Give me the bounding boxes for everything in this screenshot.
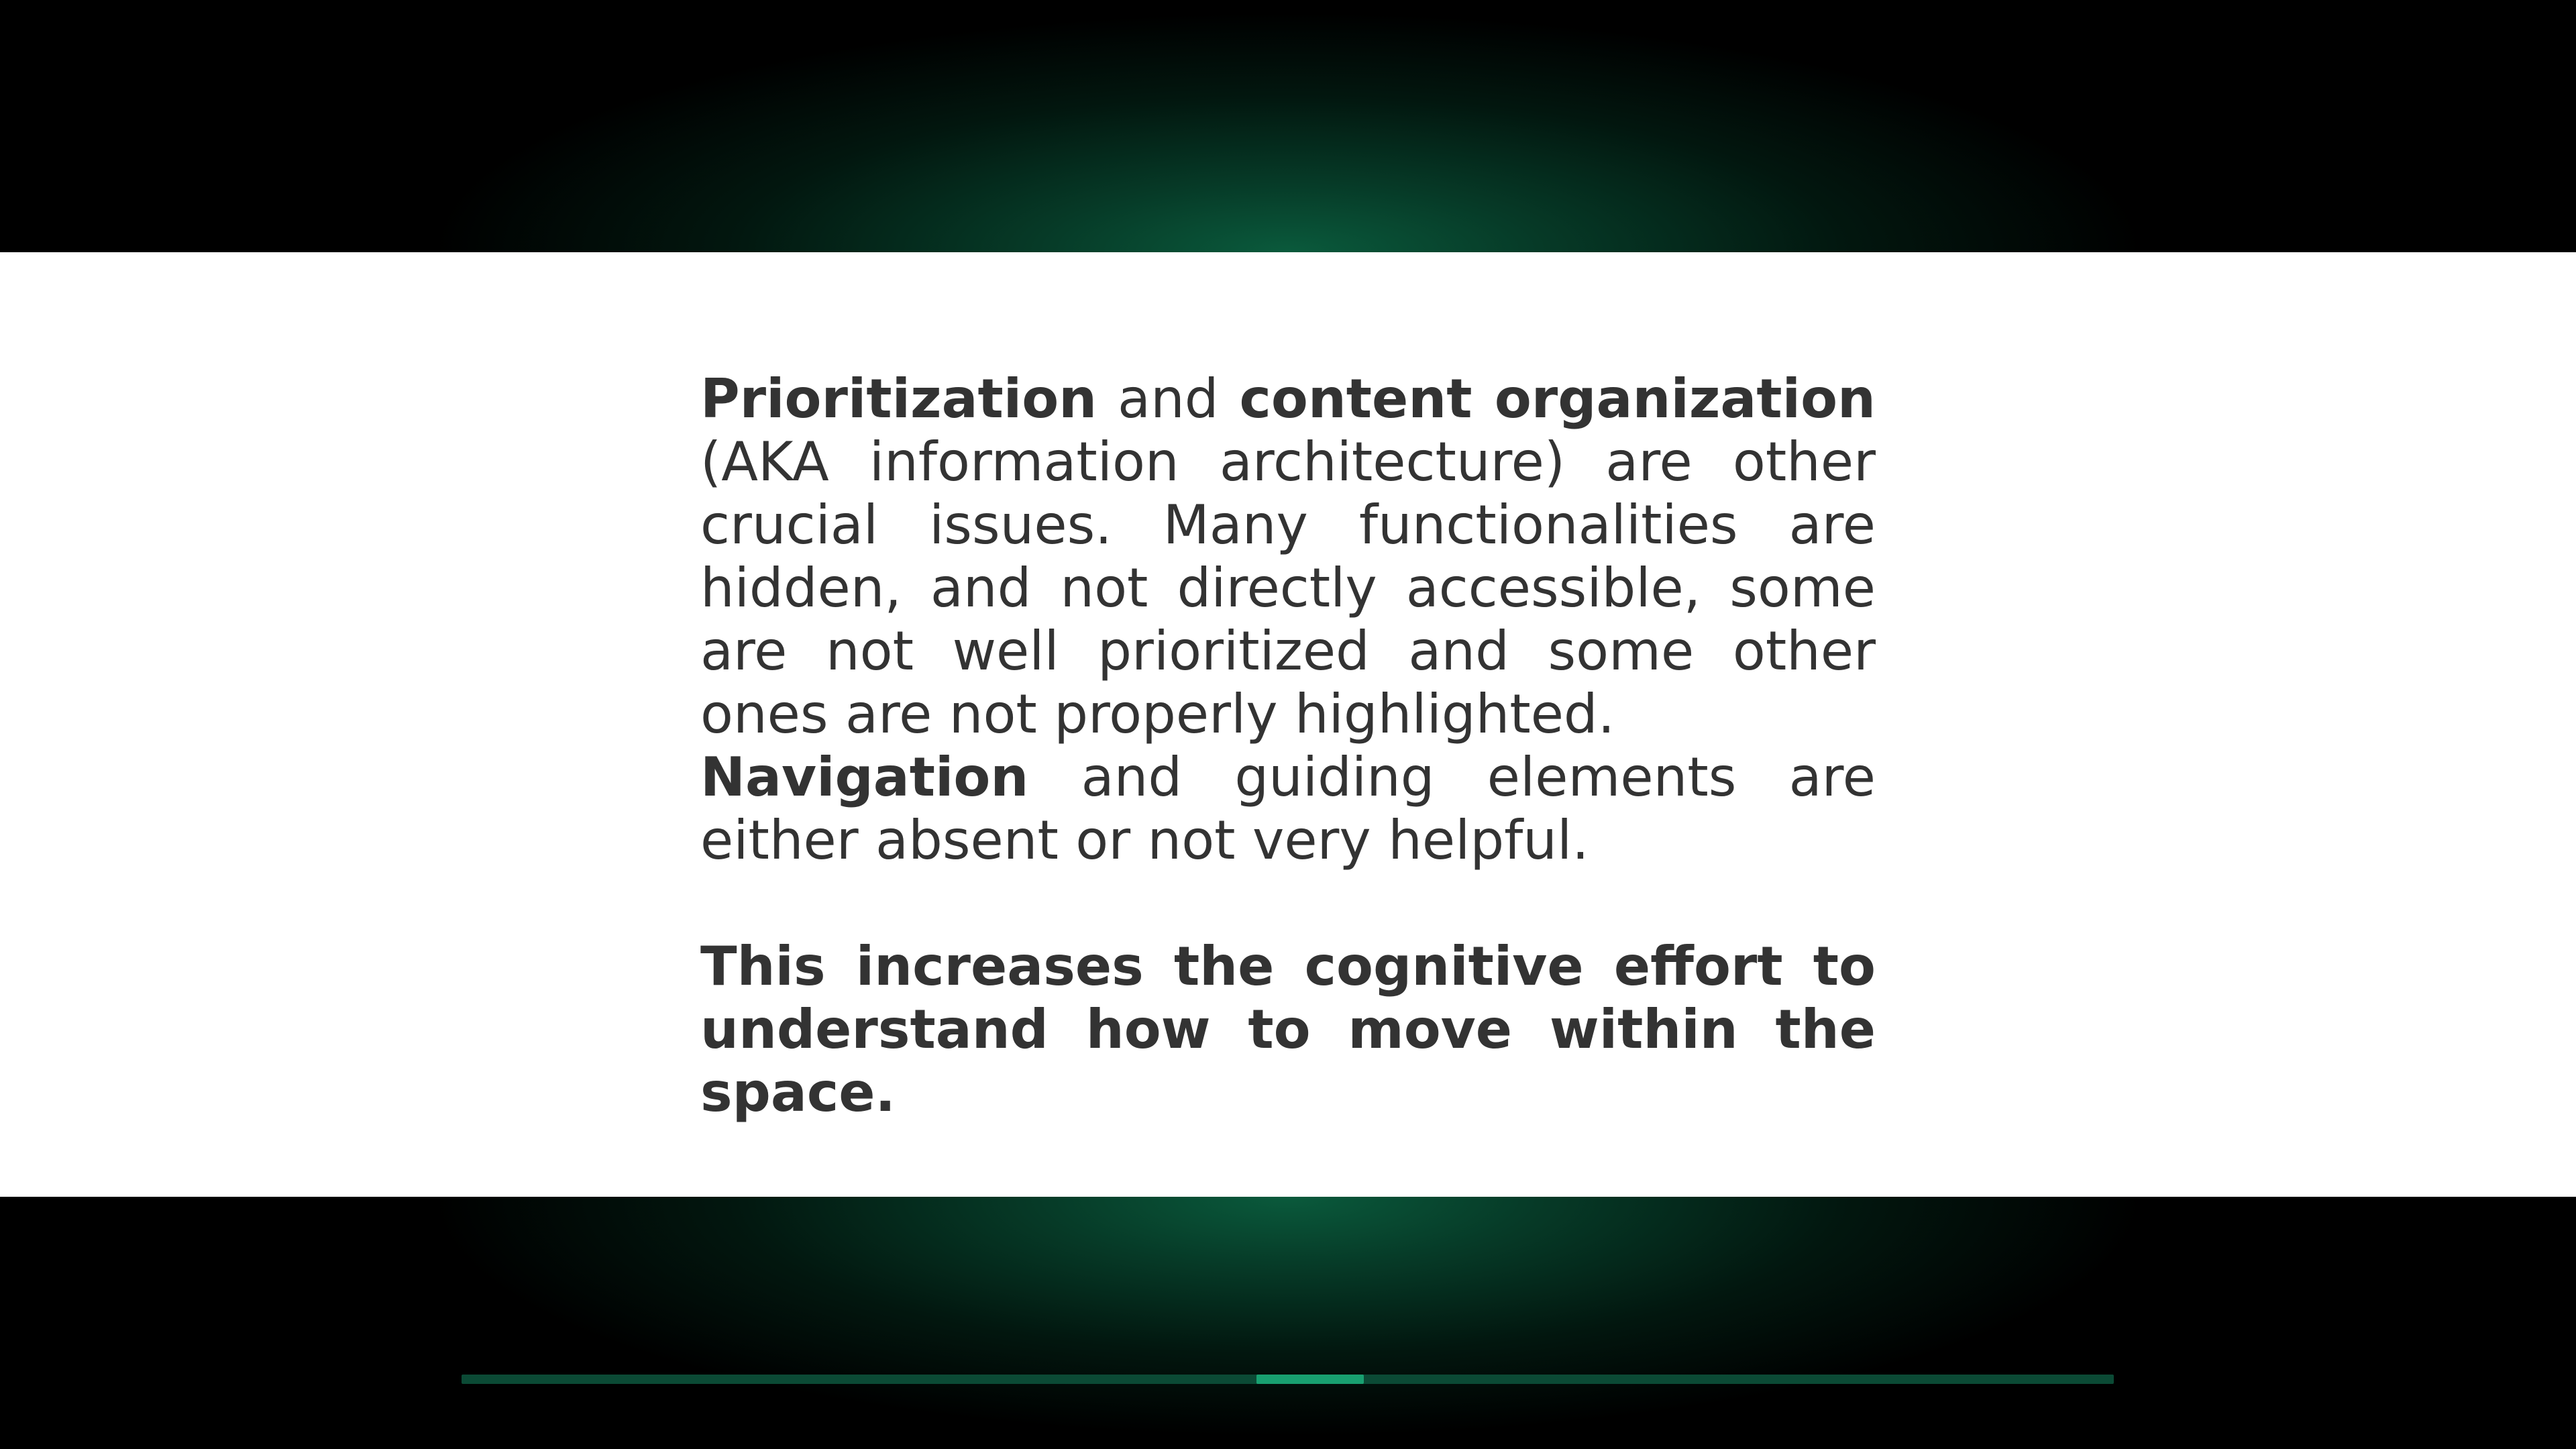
progress-bar[interactable] (462, 1375, 2114, 1384)
emphasis-prioritization: Prioritization (700, 368, 1097, 430)
progress-indicator[interactable] (1256, 1375, 1364, 1384)
slide (0, 252, 2576, 1197)
emphasis-content-organization: content organization (1239, 368, 1876, 430)
paragraph-conclusion: This increases the cognitive effort to understand how to move within the space. (700, 935, 1876, 1124)
bottom-glow-background (0, 1197, 2576, 1449)
text-segment: and guiding elements are either absent or not very helpful. (700, 746, 1876, 871)
text-segment: (AKA information architecture) are other crucial issues. Many functionalities are hidden, and not directly accessible, some are not well prioritized and some other ones are not properly highlighted. (700, 431, 1876, 745)
text-segment: and (1097, 368, 1240, 430)
top-glow-background (0, 0, 2576, 252)
slide-text (700, 368, 1876, 1124)
paragraph-spacer (700, 872, 1876, 935)
emphasis-navigation: Navigation (700, 746, 1029, 808)
paragraph-navigation (700, 746, 1876, 872)
paragraph-information-architecture (700, 368, 1876, 746)
